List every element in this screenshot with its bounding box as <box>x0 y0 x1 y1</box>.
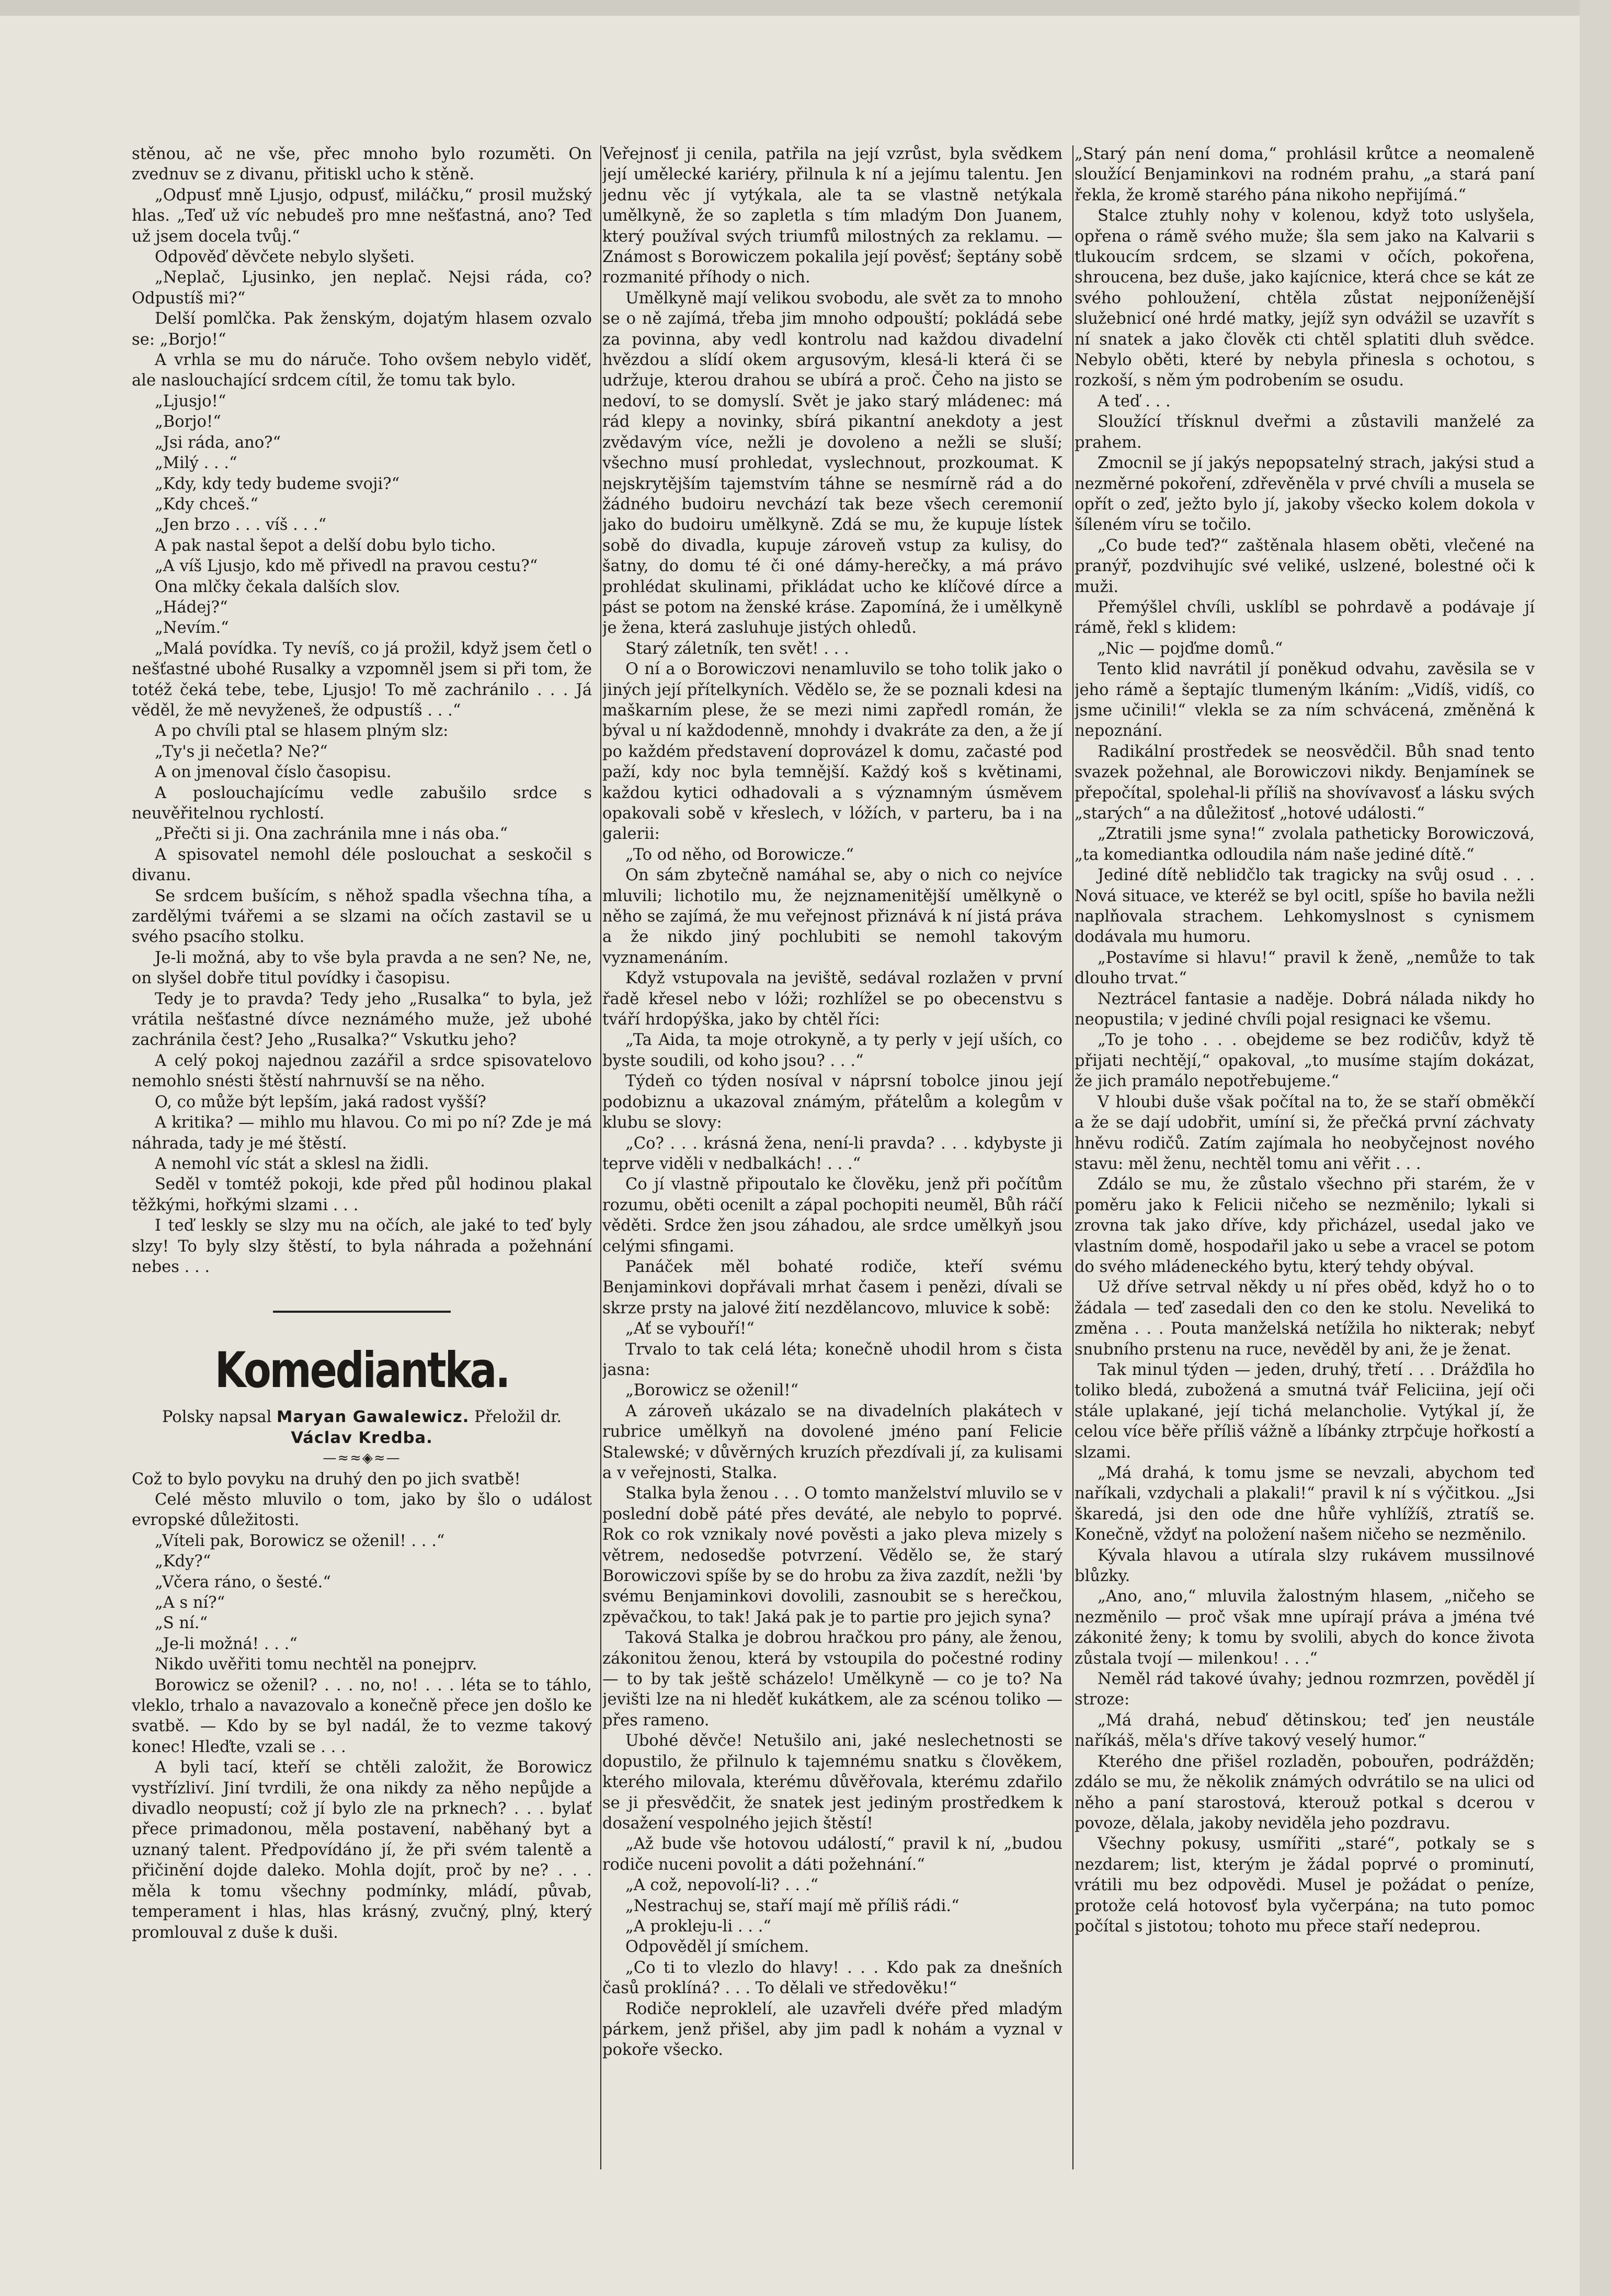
paragraph: „Borowicz se oženil!“ <box>625 1381 799 1400</box>
paragraph: Delší pomlčka. Pak ženským, dojatým hlasem ozvalo se: „Borjo!“ <box>132 310 592 349</box>
paragraph: Umělkyně mají velikou svobodu, ale svět za to mnoho se o ně zajímá, třeba jim mnoho odpouští; pokládá sebe za povinna, aby vedl kontrolu nad každou divadelní hvězdou a slídí okem argusovým, klesá-li která či se udržuje, kterou drahou se ubírá a proč. Čeho na jisto se nedoví, to se domyslí. Svět je jako starý mládenec: má rád klepy a novinky, sbírá pikantní anekdoty a jest zvědavým více, nežli je dovoleno a nežli se sluší; všechno musí prohledat, vyslechnout, prozkoumat. K nejskrytějším tajemstvím táhne se nesmírně rád a do žádného budoiru nevchází tak beze všech ceremonií jako do budoiru umělkyně. Zdá se mu, že kupuje lístek sobě do divadla, kupuje zároveň vstup za kulisy, do šatny, do domu té či oné dámy-herečky, a má právo prohlédat skulinami, přikládat ucho ke klíčové dírce a pást se potom na ženské kráse. Zapomíná, že i umělkyně je žena, která zasluhuje jistých ohledů. <box>602 289 1062 638</box>
paragraph: Tento klid navrátil jí poněkud odvahu, zavěsila se v jeho rámě a šeptajíc tlumeným lkáním: „Vidíš, vidíš, co jsme učinili!“ vlekla se za ním schvácená, změněná k nepoznání. <box>1075 660 1535 741</box>
paragraph: Panáček měl bohaté rodiče, kteří svému Benjaminkovi dopřávali mrhat časem i penězi, dívali se skrze prsty na jalové žití nezdělancovo, mluvice k sobě: <box>602 1257 1062 1317</box>
paragraph: Když vstupovala na jeviště, sedával rozlažen v první řadě křesel nebo v lóži; rozhlížel se po obecenstvu s tváří hrdopýška, jako by chtěl říci: <box>602 969 1062 1029</box>
paragraph: „Ano, ano,“ mluvila žalostným hlasem, „ničeho se nezměnilo — proč však mne upírají práva a jména tvé zákonité ženy; k tomu by svolili, abych do konce života zůstala tvojí — milenkou! . . .“ <box>1075 1587 1535 1668</box>
paragraph: Seděl v tomtéž pokoji, kde před půl hodinou plakal těžkými, hořkými slzami . . . <box>132 1175 592 1214</box>
paragraph: Jediné dítě neblidčlo tak tragicky na svůj osud . . . Nová situace, ve kteréž se byl ocitl, spíše ho bavila nežli naplňovala strachem. Lehkomyslnost s cynismem dodávala mu humoru. <box>1075 866 1535 947</box>
paragraph: Radikální prostředek se neosvědčil. Bůh snad tento svazek požehnal, ale Borowiczovi nikdy. Benjamínek se přepočítal, spolehal-li příliš na shovívavosť a lásku svých „starých“ a na důležitosť „hotové události.“ <box>1075 742 1535 823</box>
paragraph: A vrhla se mu do náruče. Toho ovšem nebylo viděť, ale naslouchající srdcem cítil, že tomu tak bylo. <box>132 351 592 390</box>
paragraph: Zdálo se mu, že zůstalo všechno při starém, že v poměru jako k Felicii ničeho se nezměnilo; lykali si zrovna tak jako dříve, kdy přicházel, usedal jako ve vlastním domě, hospodařil jako u sebe a vracel se potom do svého mládeneckého bytu, který tehdy obýval. <box>1075 1175 1535 1276</box>
translator-name: Václav Kredba. <box>291 1428 433 1447</box>
paragraph: „To od něho, od Borowicze.“ <box>625 845 854 864</box>
paragraph: „Má drahá, nebuď dětinskou; teď jen neustále naříkáš, měla's dříve takový veselý humor.“ <box>1075 1711 1535 1751</box>
paragraph: „Kdy?“ <box>155 1552 211 1571</box>
paragraph: „Ať se vybouří!“ <box>625 1320 755 1338</box>
paragraph: „Odpusť mně Ljusjo, odpusť, miláčku,“ prosil mužský hlas. „Teď už víc nebudeš pro mne nešťastná, ano? Teď už jsem docela tvůj.“ <box>132 186 592 246</box>
paragraph: „Co? . . . krásná žena, není-li pravda? . . . kdybyste ji teprve viděli v nedbalkách! . . .“ <box>602 1134 1062 1173</box>
paragraph: stěnou, ač ne vše, přec mnoho bylo rozuměti. On zvednuv se z divanu, přitiskl ucho k stěně. <box>132 145 592 184</box>
column-left <box>132 144 592 2267</box>
paragraph: „Borjo!“ <box>155 413 221 431</box>
paragraph: „Kdy chceš.“ <box>155 495 258 514</box>
paragraph: Nikdo uvěřiti tomu nechtěl na ponejprv. <box>155 1655 477 1674</box>
paragraph: „Až bude vše hotovou událostí,“ pravil k ní, „budou rodiče nuceni povolit a dáti požehnání.“ <box>602 1835 1062 1874</box>
byline-prefix: Polsky napsal <box>162 1408 272 1427</box>
paragraph: Je-li možná, aby to vše byla pravda a ne sen? Ne, ne, on slyšel dobře titul povídky i časopisu. <box>132 948 592 988</box>
paragraph: „S ní.“ <box>155 1614 208 1633</box>
paragraph: Odpověděl jí smíchem. <box>625 1938 809 1957</box>
paragraph: Ona mlčky čekala dalších slov. <box>155 577 401 596</box>
paragraph: „Je-li možná! . . .“ <box>155 1634 298 1653</box>
column-middle <box>602 144 1062 2267</box>
paragraph: A poslouchajícímu vedle zabušilo srdce s neuvěřitelnou rychlostí. <box>132 783 592 823</box>
paragraph: Starý záletník, ten svět! . . . <box>625 639 849 658</box>
paragraph: On sám zbytečně namáhal se, aby o nich co nejvíce mluvili; lichotilo mu, že nejznamenitější umělkyně o něho se zajímá, že mu veřejnost přiznává k ní jistá práva a že nikdo jiný pochlubiti se nemohl takovým vyznamenáním. <box>602 866 1062 967</box>
paragraph: A on jmenoval číslo časopisu. <box>155 763 392 782</box>
paragraph: A kritika? — mihlo mu hlavou. Co mi po ní? Zde je má náhrada, tady je mé štěstí. <box>132 1113 592 1153</box>
paragraph: Taková Stalka je dobrou hračkou pro pány, ale ženou, zákonitou ženou, která by vstoupila do počestné rodiny — to by tak ještě scházelo! Umělkyně — co je to? Na jevišti lze na ni hleděť kukátkem, ale za scénou toliko — přes rameno. <box>602 1629 1062 1730</box>
author-name: Maryan Gawalewicz. <box>277 1408 470 1427</box>
story-headline: Komediantka. <box>214 1342 509 1400</box>
scan-top-edge <box>0 0 1611 16</box>
paragraph: A nemohl víc stát a sklesl na židli. <box>155 1154 429 1173</box>
paragraph: Kývala hlavou a utírala slzy rukávem mussilnové blůzky. <box>1075 1546 1535 1586</box>
paragraph: V hloubi duše však počítal na to, že se staří obměkčí a že se dají udobřit, umíní si, že přečká první záchvaty hněvu rodičů. Zatím zajímala ho neobyčejnost nového stavu: měl ženu, nechtěl tomu ani věřit . . . <box>1075 1093 1535 1173</box>
paragraph: „A s ní?“ <box>155 1594 225 1612</box>
paragraph: „A víš Ljusjo, kdo mě přivedl na pravou cestu?“ <box>155 557 538 576</box>
ornament-flourish: —≈≈◈≈— <box>323 1450 401 1467</box>
scan-right-edge <box>1580 0 1611 2296</box>
translator-prefix: Přeložil dr. <box>474 1408 562 1427</box>
paragraph: „Hádej?“ <box>155 598 228 617</box>
paragraph: „Jen brzo . . . víš . . .“ <box>155 516 327 535</box>
column-rule <box>1072 145 1073 2169</box>
paragraph: Týdeň co týden nosíval v náprsní tobolce jinou její podobiznu a ukazoval známým, přátelům a kolegům v klubu se slovy: <box>602 1072 1062 1132</box>
paragraph: Neztrácel fantasie a naděje. Dobrá nálada nikdy ho neopustila; v jediné chvíli pojal resignaci ke všemu. <box>1075 990 1535 1029</box>
paragraph: A zároveň ukázalo se na divadelních plakátech v rubrice umělkyň na dovolené jméno paní Felicie Stalewské; v důvěrných kruzích přezdívali jí, za kulisami a v veřejnosti, Stalka. <box>602 1402 1062 1482</box>
paragraph: „Jsi ráda, ano?“ <box>155 433 281 452</box>
column-right <box>1075 144 1535 2267</box>
paragraph: Veřejnosť ji cenila, patřila na její vzrůst, byla svědkem její umělecké kariéry, přilnula k ní a jejímu talentu. Jen jednu věc jí vytýkala, ale ta se vlastně netýkala umělkyně, že so zapletla s tím mladým Don Juanem, který používal svých triumfů milostných za reklamu. — Známost s Borowiczem pokalila její pověsť; šeptány sobě rozmanité příhody o nich. <box>602 145 1062 287</box>
paragraph: Stalce ztuhly nohy v kolenou, když toto uslyšela, opřena o rámě svého muže; šla sem jako na Kalvarii s tlukoucím srdcem, se slzami v očích, pokořena, shroucena, bez duše, jako kajícnice, která chce se kát ze svého pohloužení, chtěla zůstat nejponíženější služebnicí oné hrdé matky, jejíž syn odvážil se uzavřít s ní snatek a jako člověk cti chtěl splatiti dluh svědce. Nebylo oběti, které by nebyla přinesla s ochotou, s rozkoší, s něm ým podrobením se osudu. <box>1075 207 1535 390</box>
paragraph: Stalka byla ženou . . . O tomto manželství mluvilo se v poslední době páté přes deváté, ale nebylo to poprvé. Rok co rok vznikaly nové pověsti a jako pleva mizely s větrem, nedosedše potvrzení. Vědělo se, že starý Borowiczovi spíše by se do hrobu za živa zazdít, nežli 'by svému Benjaminkovi dovolili, zasnoubit se s herečkou, zpěvačkou, to tak! Jaká pak je to partie pro jejich syna? <box>602 1484 1062 1627</box>
byline <box>132 1407 592 1448</box>
section-separator <box>273 1311 451 1313</box>
paragraph: „Starý pán není doma,“ prohlásil krůtce a neomaleně sloužící Benjaminkovi na rodném prahu, „a stará paní řekla, že kromě starého pána nikoho nepřijímá.“ <box>1075 145 1535 204</box>
paragraph: „Neplač, Ljusinko, jen neplač. Nejsi ráda, co? Odpustíš mi?“ <box>132 268 592 308</box>
paragraph: O, co může být lepším, jaká radost vyšší? <box>155 1093 487 1111</box>
paragraph: Co jí vlastně připoutalo ke člověku, jenž při počítům rozumu, oběti ocenilt a zápal pochopiti neuměl, Bůh ráčí věděti. Srdce žen jsou záhadou, ale srdce umělkyň jsou celými sfingami. <box>602 1175 1062 1256</box>
paragraph: „Ta Aida, ta moje otrokyně, a ty perly v její uších, co byste soudili, od koho jsou? . . .“ <box>602 1031 1062 1070</box>
paragraph: „Ty's ji nečetla? Ne?“ <box>155 742 328 761</box>
paragraph: „Přečti si ji. Ona zachránila mne i nás oba.“ <box>155 825 508 844</box>
paragraph: „Postavíme si hlavu!“ pravil k ženě, „nemůže to tak dlouho trvat.“ <box>1075 948 1535 988</box>
paragraph: „A prokleju-li . . .“ <box>625 1917 771 1936</box>
paragraph: „Má drahá, k tomu jsme se nevzali, abychom teď naříkali, vzdychali a plakali!“ pravil k ní s výčitkou. „Jsi škaredá, jsi den ode dne hůře vyhlížíš, ztratíš se. Konečně, vždyť na položení našem ničeho se nezměnilo. <box>1075 1464 1535 1544</box>
paragraph: Kterého dne přišel rozladěn, pobouřen, podrážděn; zdálo se mu, že několik známých odvrátilo se na ulici od něho a paní starostová, kterouž potkal s dcerou v povoze, dělala, jakoby neviděla jeho pozdravu. <box>1075 1752 1535 1833</box>
paragraph: A byli tací, kteří se chtěli založit, že Borowicz vystřízliví. Jiní tvrdili, že ona nikdy za něho nepůjde a divadlo neopustí; což jí bylo zle na prknech? . . . bylať přece primadonou, měla postavení, naběhaný byt a uznaný talent. Předpovídáno jí, že při svém talentě a přičinění dojde daleko. Mohla dojít, proč by ne? . . . měla k tomu všechny podmínky, mládí, půvab, temperament i hlas, hlas krásný, zvučný, plný, který promlouval z duše k duši. <box>132 1758 592 1942</box>
paragraph: „Ljusjo!“ <box>155 392 226 411</box>
paragraph: „Nic — pojďme domů.“ <box>1098 639 1283 658</box>
paragraph: Neměl rád takové úvahy; jednou rozmrzen, pověděl jí stroze: <box>1075 1670 1535 1709</box>
paragraph: „Co ti to vlezlo do hlavy! . . . Kdo pak za dnešních časů proklíná? . . . To dělali ve středověku!“ <box>602 1958 1062 1998</box>
paragraph: A celý pokoj najednou zazářil a srdce spisovatelovo nemohlo snésti štěstí nahrnuvší se na něho. <box>132 1051 592 1091</box>
paragraph: Ubohé děvče! Netušilo ani, jaké neslechetnosti se dopustilo, že přilnulo k tajemnému snatku s člověkem, kterého milovala, kterému důvěřovala, kterému zdařilo se ji přesvědčit, že snatek jest jediným prostředkem k dosažení vespolného jejich štěstí! <box>602 1732 1062 1833</box>
paragraph: I teď leskly se slzy mu na očích, ale jaké to teď byly slzy! To byly slzy štěstí, to byla náhrada a požehnání nebes . . . <box>132 1217 592 1276</box>
paragraph: „Kdy, kdy tedy budeme svoji?“ <box>155 474 400 493</box>
paragraph: Odpověď děvčete nebylo slyšeti. <box>155 248 415 267</box>
paragraph: Borowicz se oženil? . . . no, no! . . . léta se to táhlo, vleklo, trhalo a navazovalo a konečně přece jen došlo ke svatbě. — Kdo by se byl nadál, že to vezme takový konec! Hleďte, vzali se . . . <box>132 1676 592 1756</box>
paragraph: „Nevím.“ <box>155 619 229 638</box>
paragraph: Zmocnil se jí jakýs nepopsatelný strach, jakýsi stud a nezměrné pokoření, zdřevěněla v prvé chvíli a musela se opřít o zeď, ježto bylo jí, jakoby všecko kolem dokola v šíleném víru se točilo. <box>1075 454 1535 535</box>
paragraph: Tak minul týden — jeden, druhý, třetí . . . Drážďila ho toliko bledá, zubožená a smutná tvář Feliciina, její oči stále uplakané, její tichá melancholie. Vytýkal jí, že celou více běře příliš vážně a líbánky ztrpčuje hořkostí a slzami. <box>1075 1360 1535 1462</box>
paragraph: „Nestrachuj se, staří mají mě příliš rádi.“ <box>625 1896 959 1915</box>
paragraph: „Ztratili jsme syna!“ zvolala patheticky Borowiczová, „ta komediantka odloudila nám naše jediné dítě.“ <box>1075 825 1535 864</box>
paragraph: A teď . . . <box>1098 392 1171 411</box>
paragraph: Trvalo to tak celá léta; konečně uhodil hrom s čista jasna: <box>602 1340 1062 1379</box>
paragraph: „Víteli pak, Borowicz se oženil! . . .“ <box>155 1531 445 1550</box>
paragraph: „Milý . . .“ <box>155 454 237 473</box>
paragraph: Se srdcem bušícím, s něhož spadla všechna tíha, a zardělými tvářemi a se slzami na očích zastavil se u svého psacího stolku. <box>132 886 592 947</box>
paragraph: A spisovatel nemohl déle poslouchat a seskočil s divanu. <box>132 845 592 885</box>
paragraph: „Malá povídka. Ty nevíš, co já prožil, když jsem četl o nešťastné ubohé Rusalky a vzpomněl jsem si při tom, že totéž čeká tebe, tebe, Ljusjo! To mě zachránilo . . . Já věděl, že mě nevyženeš, že odpustíš . . .“ <box>132 639 592 720</box>
paragraph: A po chvíli ptal se hlasem plným slz: <box>155 722 449 741</box>
paragraph: Přemýšlel chvíli, usklíbl se pohrdavě a podávaje jí rámě, řekl s klidem: <box>1075 598 1535 638</box>
paragraph: „Včera ráno, o šesté.“ <box>155 1573 331 1592</box>
paragraph: Už dříve setrval někdy u ní přes oběd, když ho o to žádala — teď zasedali den co den ke stolu. Neveliká to změna . . . Pouta manželská netížila ho nikterak; nebyť snubního prstenu na ruce, nevěděl by ani, že je ženat. <box>1075 1278 1535 1359</box>
column-rule <box>600 145 601 2169</box>
paragraph: Tedy je to pravda? Tedy jeho „Rusalka“ to byla, jež vrátila nešťastné dívce neznámého muže, jež ubohé zachránila čest? Jeho „Rusalka?“ Vskutku jeho? <box>132 990 592 1050</box>
paragraph: „A což, nepovolí-li? . . .“ <box>625 1876 819 1895</box>
paragraph: „Co bude teď?“ zaštěnala hlasem oběti, vlečené na pranýř, pozdvihujíc své veliké, uslzené, bolestné oči k muži. <box>1075 536 1535 596</box>
paragraph: Sloužící třísknul dveřmi a zůstavili manželé za prahem. <box>1075 413 1535 452</box>
paragraph: Všechny pokusy, usmířiti „staré“, potkaly se s nezdarem; list, kterým je žádal poprvé o prominutí, vrátili mu bez odpovědi. Musel je požádat o peníze, protože celá hotovosť byla vyčerpána; na tuto pomoc počítal s jistotou; tohoto mu přece staří nedeprou. <box>1075 1835 1535 1936</box>
paragraph: „To je toho . . . obejdeme se bez rodičův, když tě přijati nechtějí,“ opakoval, „to musíme stajím dokázat, že jich pramálo nepotřebujeme.“ <box>1075 1031 1535 1091</box>
paragraph: Což to bylo povyku na druhý den po jich svatbě! <box>132 1470 521 1488</box>
paragraph: Rodiče neproklelí, ale uzavřeli dvéře před mladým párkem, jenž přišel, aby jim padl k nohám a vyznal v pokoře všecko. <box>602 1999 1062 2060</box>
paragraph: Celé město mluvilo o tom, jako by šlo o událost evropské důležitosti. <box>132 1490 592 1530</box>
paragraph: O ní a o Borowiczovi nenamluvilo se toho tolik jako o jiných její přítelkyních. Vědělo se, že se poznali kdesi na maškarním plese, že se mezi nimi zapředl román, že býval u ní každodenně, mnohdy i dvakráte za den, a že jí po každém představení doprovázel k domu, začasté pod paží, kdy noc byla temnější. Každý koš s květinami, každou kytici odhadovali a s významným úsměvem opakovali sobě v křeslech, v lóžích, v parteru, ba i na galerii: <box>602 660 1062 844</box>
paragraph: A pak nastal šepot a delší dobu bylo ticho. <box>155 536 496 555</box>
